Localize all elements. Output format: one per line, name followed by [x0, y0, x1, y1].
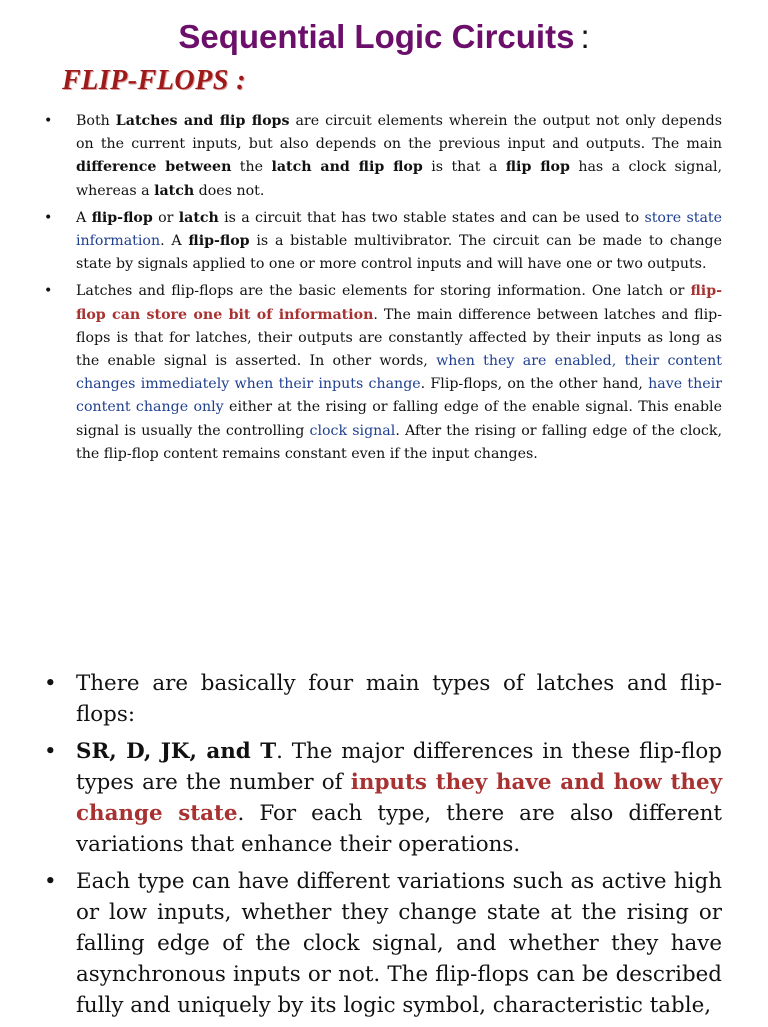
list-item — [44, 736, 722, 860]
text-run: . After the rising or falling edge of the clock, the flip-flop content remains constant even if the input changes. — [76, 422, 722, 462]
text-run: . The main difference between latches and flip-flops is that for latches, their outputs are constantly affected by their inputs as long as the enable signal is asserted. In other words, — [76, 306, 723, 370]
page-title-colon: : — [580, 18, 590, 55]
blue-highlight-run: when they are enabled, their content changes immediately when their inputs change — [76, 353, 722, 393]
text-run: Both — [76, 113, 116, 129]
list-item — [44, 207, 722, 277]
bullet-list-types — [44, 668, 722, 1027]
bullet-list-definitions — [44, 110, 722, 470]
text-run: . Flip-flops, on the other hand, — [420, 376, 649, 393]
list-item — [44, 866, 722, 1021]
bold-text-run: latch — [154, 182, 195, 199]
red-highlight-run: inputs they have and how they change state — [76, 770, 723, 826]
bold-text-run: latch and flip flop — [271, 159, 423, 176]
text-run: or — [152, 209, 179, 226]
bullet-dot: • — [44, 739, 57, 764]
text-run: has a clock signal, whereas a — [76, 159, 722, 199]
text-run: A — [76, 209, 92, 226]
text-run: Each type can have different variations such as active high or low inputs, whether they change state at the rising or falling edge of the clock signal, and whether they have asynchronous inputs or not. The flip-flops can be described fully and uniquely by its logic symbol, characteristic table, — [76, 869, 722, 1018]
page-title-text: Sequential Logic Circuits — [178, 18, 575, 55]
text-run: are circuit elements wherein the output not only depends on the current inputs, but also depends on the previous input and outputs. The main — [76, 113, 722, 153]
text-run: Latches and flip-flops are the basic elements for storing information. One latch or — [76, 283, 691, 300]
text-run: is a bistable multivibrator. The circuit can be made to change state by signals applied to one or more control inputs and will have one or two outputs. — [76, 233, 722, 273]
bold-text-run: flip-flop — [91, 209, 153, 226]
list-item — [44, 110, 722, 203]
bold-text-run: flip-flop — [188, 233, 250, 250]
text-run: . The major differences in these flip-flop types are the number of — [76, 739, 722, 795]
bullet-dot: • — [44, 283, 53, 300]
bullet-dot: • — [44, 113, 53, 129]
bold-text-run: Latches and flip flops — [115, 113, 290, 129]
text-run: is a circuit that has two stable states and can be used to — [218, 209, 645, 226]
blue-highlight-run: have their content change only — [76, 376, 722, 416]
text-run: . A — [160, 233, 189, 250]
text-run: either at the rising or falling edge of the enable signal. This enable signal is usually the controlling — [76, 399, 722, 439]
bullet-dot: • — [44, 209, 53, 226]
list-item — [44, 280, 722, 466]
bullet-dot: • — [44, 869, 57, 894]
bullet-dot: • — [44, 671, 57, 696]
bold-text-run: difference between — [76, 159, 232, 176]
text-run: There are basically four main types of latches and flip-flops: — [76, 671, 722, 727]
bold-text-run: flip flop — [505, 159, 570, 176]
list-item — [44, 668, 722, 730]
red-highlight-run: flip-flop can store one bit of information — [76, 283, 722, 323]
text-run: is that a — [422, 159, 506, 176]
text-run: the — [231, 159, 272, 176]
bold-text-run: latch — [178, 209, 219, 226]
page-title — [0, 16, 768, 58]
blue-highlight-run: clock signal — [309, 422, 396, 439]
blue-highlight-run: store state information — [76, 209, 723, 250]
text-run: . For each type, there are also different variations that enhance their operations. — [76, 801, 722, 857]
section-heading-flip-flops: FLIP-FLOPS : — [62, 65, 247, 96]
text-run: does not. — [194, 182, 265, 199]
bold-text-run: SR, D, JK, and T — [76, 739, 277, 764]
